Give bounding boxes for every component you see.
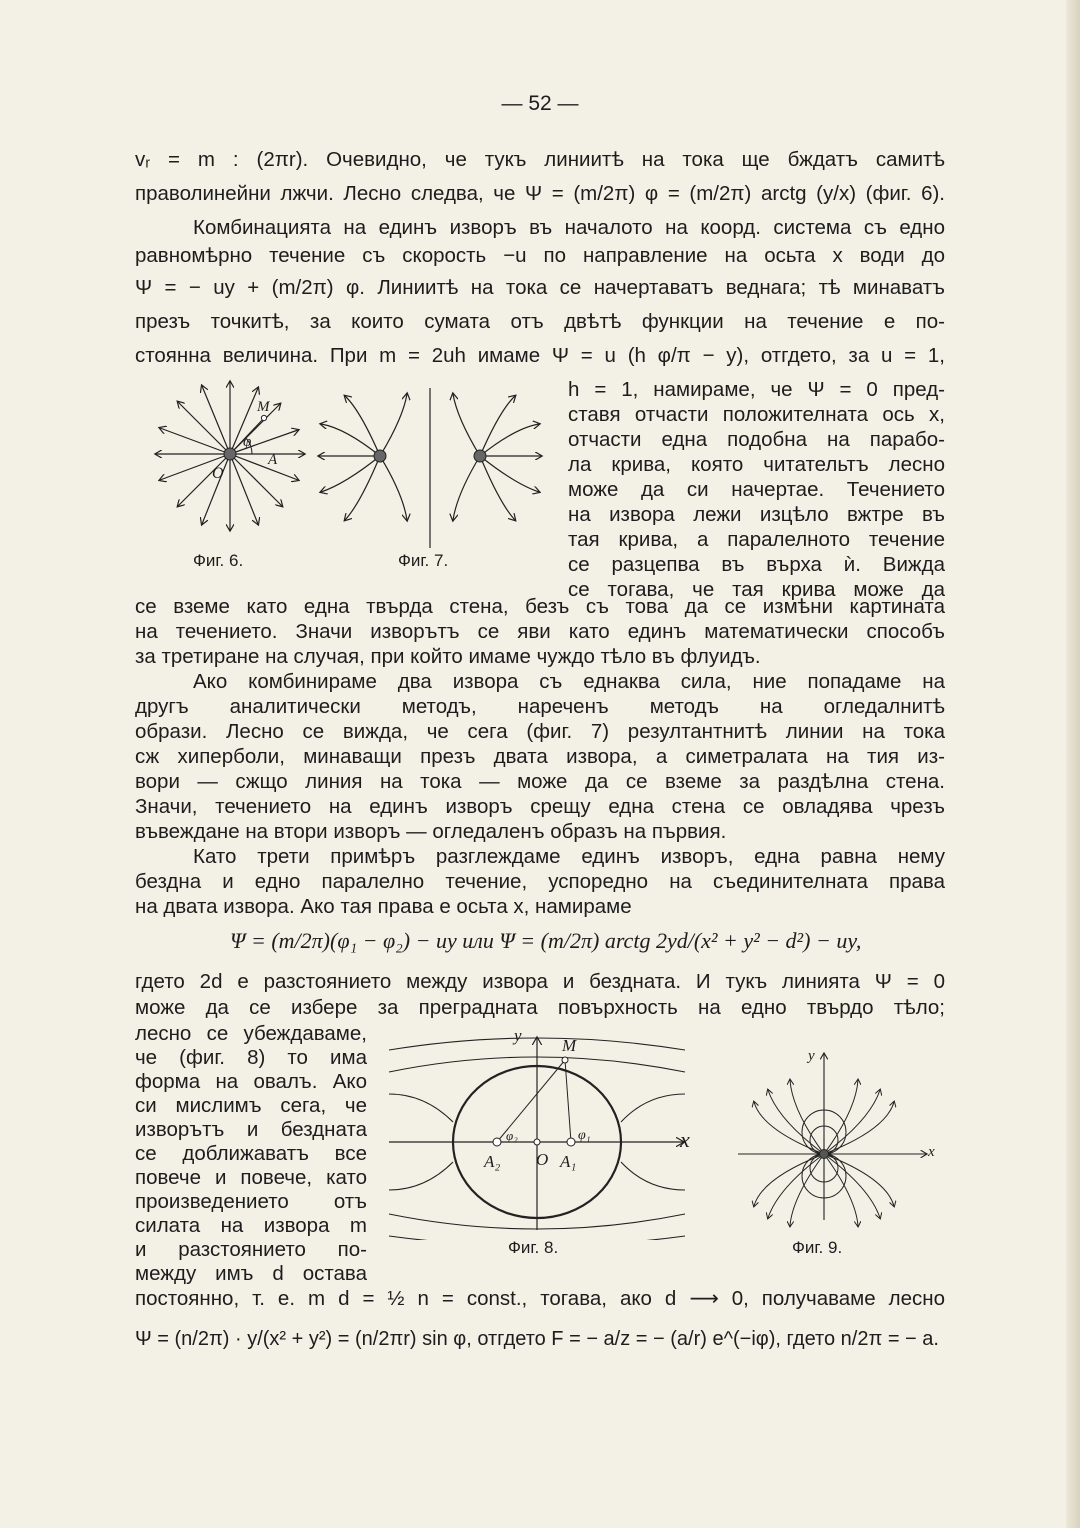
fig8-label-m: M (562, 1036, 577, 1055)
column-line: ставя отчасти положителната ось x, (568, 403, 945, 426)
text-line: може да се избере за преградната повърхность на едно твърдо тѣло; (135, 996, 945, 1019)
fig8-label-y: y (514, 1026, 522, 1045)
column-line: си мислимъ сега, че (135, 1094, 367, 1117)
formula-line: Ψ = (n/2π) · y/(x² + y²) = (n/2πr) sin φ, отгдето F = − a/z = − (a/r) e^(−iφ), гдето n/2π = − a. (135, 1328, 939, 1350)
figure-8-caption: Фиг. 8. (508, 1238, 559, 1257)
fig8-label-phi2: φ₂ (506, 1128, 518, 1143)
column-line: отчасти една подобна на парабо- (568, 428, 945, 451)
figure-8-oval-flow (385, 1030, 695, 1240)
paragraph-start-line: Като трети примѣръ разглеждаме единъ изворъ, една равна нему (193, 845, 945, 868)
page-number: — 52 — (501, 92, 579, 115)
text-line: постоянно, т. е. m d = ½ n = const., тогава, ако d ⟶ 0, получаваме лесно (135, 1287, 945, 1310)
column-line: между имъ d остава (135, 1262, 367, 1285)
text-line: Ψ = − uy + (m/2π) φ. Линиитѣ на тока се начертаватъ веднага; тѣ минаватъ (135, 276, 945, 299)
column-line: се тогава, че тая крива може да (568, 578, 945, 601)
column-line: и разстоянието по- (135, 1238, 367, 1261)
column-line: h = 1, намираме, че Ψ = 0 пред- (568, 378, 945, 401)
figure-7-caption: Фиг. 7. (398, 551, 449, 570)
text-line: на течението. Значи изворътъ се яви като единъ математически способъ (135, 620, 945, 643)
column-line: се разцепва въ върха ѝ. Вижда (568, 553, 945, 576)
column-line: повече и повече, като (135, 1166, 367, 1189)
column-line: форма на овалъ. Ако (135, 1070, 367, 1093)
column-line: на извора лежи изцѣло вжтре въ (568, 503, 945, 526)
fig6-label-m: M (257, 399, 270, 415)
column-line: че (фиг. 8) то има (135, 1046, 367, 1069)
fig9-label-x: x (928, 1144, 935, 1160)
text-line: за третиране на случая, при който имаме чуждо тѣло въ флуидъ. (135, 645, 761, 668)
text-line: равномѣрно течение съ скорость −u по направление на осьта x води до (135, 244, 945, 267)
fig8-label-phi1: φ₁ (578, 1128, 591, 1143)
column-line: лесно се убеждаваме, (135, 1022, 367, 1045)
text-line: vᵣ = m : (2πr). Очевидно, че тукъ линиитѣ на тока ще бждатъ самитѣ (135, 148, 945, 171)
paragraph-start-line: Ако комбинираме два извора съ еднаква сила, ние попадаме на (193, 670, 945, 693)
text-line: презъ точкитѣ, за които сумата отъ двѣтѣ функции на течение е по- (135, 310, 945, 333)
fig8-label-x: x (680, 1127, 690, 1152)
page-edge-shadow (1066, 0, 1080, 1528)
figure-6-radial-source (150, 378, 310, 558)
fig9-label-y: y (808, 1048, 815, 1064)
column-line: се доближаватъ все (135, 1142, 367, 1165)
display-equation: Ψ = (m/2π)(φ₁ − φ₂) − uy или Ψ = (m/2π) arctg 2yd/(x² + y² − d²) − uy, (230, 928, 862, 953)
paragraph-start-line: Комбинацията на единъ изворъ въ началото на коорд. система съ едно (193, 216, 945, 239)
fig8-label-a2: A₂ (484, 1152, 501, 1171)
column-line: произведението отъ (135, 1190, 367, 1213)
text-line: стоянна величина. При m = 2uh имаме Ψ = u (h φ/π − y), отгдето, за u = 1, (135, 344, 945, 367)
figure-7-two-sources (315, 388, 545, 548)
text-line: въвеждане на втори изворъ — огледаленъ образъ на първия. (135, 820, 727, 843)
column-line: ла крива, която читательтъ лесно (568, 453, 945, 476)
text-line: Значи, течението на единъ изворъ срещу една стена се овладява чрезъ (135, 795, 945, 818)
text-line: образи. Лесно се вижда, че сега (фиг. 7) резултантнитѣ линии на тока (135, 720, 945, 743)
figure-9-doublet (738, 1050, 928, 1230)
fig6-label-a: A (268, 452, 278, 468)
column-line: тая крива, а паралелното течение (568, 528, 945, 551)
figure-9-caption: Фиг. 9. (792, 1238, 843, 1257)
fig8-label-a1: A₁ (560, 1152, 577, 1171)
column-line: силата на извора m (135, 1214, 367, 1237)
fig6-label-phi: φ (243, 434, 252, 450)
column-line: може да си начертае. Течението (568, 478, 945, 501)
text-line: сж хиперболи, минаващи презъ двата извора, а симетралата на тия из- (135, 745, 945, 768)
fig6-label-o: O (212, 465, 224, 482)
text-line: праволинейни лжчи. Лесно следва, че Ψ = (m/2π) φ = (m/2π) arctg (y/x) (фиг. 6). (135, 182, 945, 205)
text-line: бездна и едно паралелно течение, успоредно на съединителната права (135, 870, 945, 893)
text-line: гдето 2d е разстоянието между извора и бездната. И тукъ линията Ψ = 0 (135, 970, 945, 993)
text-line: вори — сжщо линия на тока — може да се вземе за раздѣлна стена. (135, 770, 945, 793)
figure-6-caption: Фиг. 6. (193, 551, 244, 570)
text-line: се вземе като една твърда стена, безъ съ това да се измѣни картината (135, 595, 945, 618)
fig8-label-o: O (536, 1150, 549, 1169)
text-line: на двата извора. Ако тая права е осьта x, намираме (135, 895, 632, 918)
column-line: изворътъ и бездната (135, 1118, 367, 1141)
text-line: другъ аналитически методъ, нареченъ методъ на огледалнитѣ (135, 695, 945, 718)
